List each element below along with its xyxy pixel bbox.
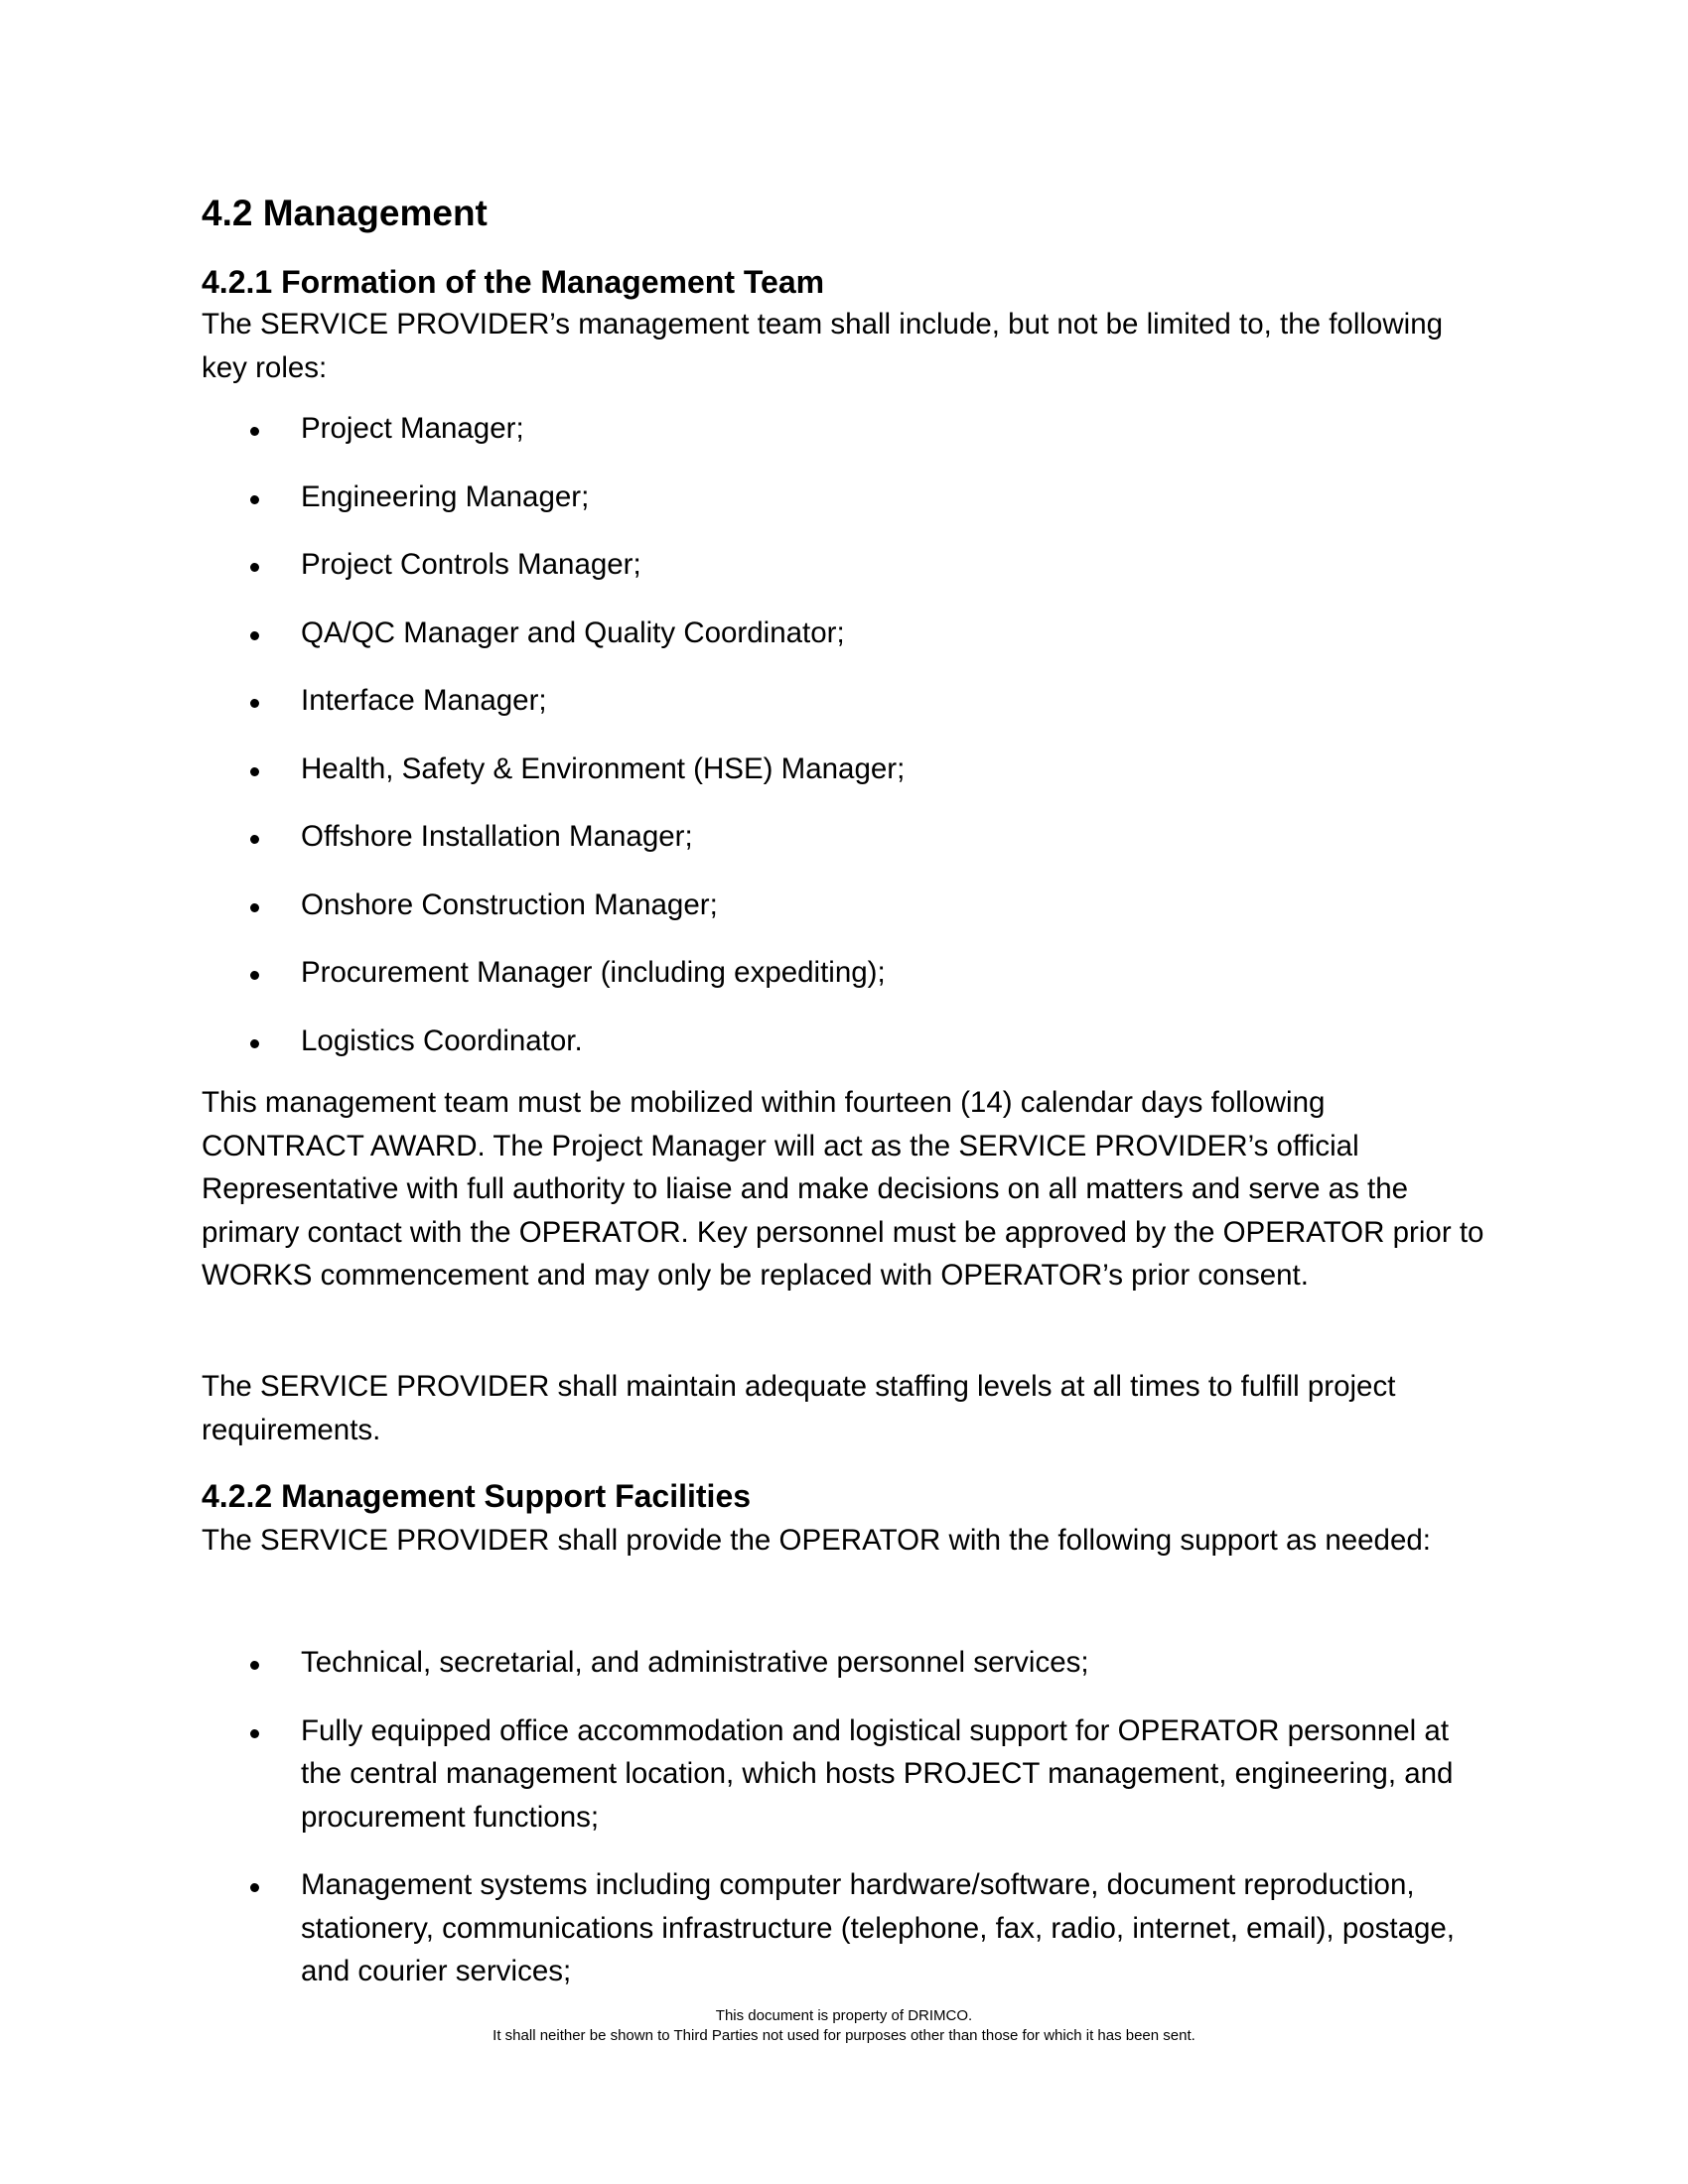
support-facilities-list [202, 1641, 1494, 2018]
list-item-role: Interface Manager; [202, 679, 1494, 723]
list-item-role: Health, Safety & Environment (HSE) Manager; [202, 748, 1494, 791]
paragraph-mobilization: This management team must be mobilized within fourteen (14) calendar days following CONTRACT AWARD. The Project Manager will act as the SERVICE PROVIDER’s official Representative with full authority to liaise and make decisions on all matters and serve as the primary contact with the OPERATOR. Key personnel must be approved by the OPERATOR prior to WORKS commencement and may only be replaced with OPERATOR’s prior consent. [202, 1086, 1484, 1292]
page-footer [0, 2006, 1688, 2046]
section-heading-4-2-1: 4.2.1 Formation of the Management Team [202, 264, 825, 300]
list-item-role: Project Controls Manager; [202, 543, 1494, 587]
list-item-role: Engineering Manager; [202, 476, 1494, 519]
section-heading-4-2: 4.2 Management [202, 193, 488, 233]
key-roles-list [202, 407, 1494, 1087]
list-item-role: Onshore Construction Manager; [202, 884, 1494, 927]
footer-property-notice: This document is property of DRIMCO. [715, 2007, 973, 2024]
paragraph-staffing-levels: The SERVICE PROVIDER shall maintain adequate staffing levels at all times to fulfill project requirements. [202, 1370, 1396, 1446]
list-item-facility: Management systems including computer hardware/software, document reproduction, stationery, communications infrastructure (telephone, fax, radio, internet, email), postage, and courier services; [202, 1863, 1494, 1993]
list-item-facility: Technical, secretarial, and administrative personnel services; [202, 1641, 1494, 1685]
section-heading-4-2-2: 4.2.2 Management Support Facilities [202, 1478, 752, 1514]
footer-confidentiality-notice: It shall neither be shown to Third Parties not used for purposes other than those for which it has been sent. [492, 2027, 1196, 2044]
paragraph-support-intro: The SERVICE PROVIDER shall provide the OPERATOR with the following support as needed: [202, 1524, 1431, 1557]
list-item-role: Offshore Installation Manager; [202, 815, 1494, 859]
list-item-role: QA/QC Manager and Quality Coordinator; [202, 612, 1494, 655]
list-item-facility: Fully equipped office accommodation and logistical support for OPERATOR personnel at the central management location, which hosts PROJECT management, engineering, and procurement functions; [202, 1709, 1494, 1840]
list-item-role: Logistics Coordinator. [202, 1020, 1494, 1063]
paragraph-management-team-intro: The SERVICE PROVIDER’s management team shall include, but not be limited to, the following key roles: [202, 308, 1444, 384]
list-item-role: Procurement Manager (including expediting); [202, 951, 1494, 995]
list-item-role: Project Manager; [202, 407, 1494, 451]
